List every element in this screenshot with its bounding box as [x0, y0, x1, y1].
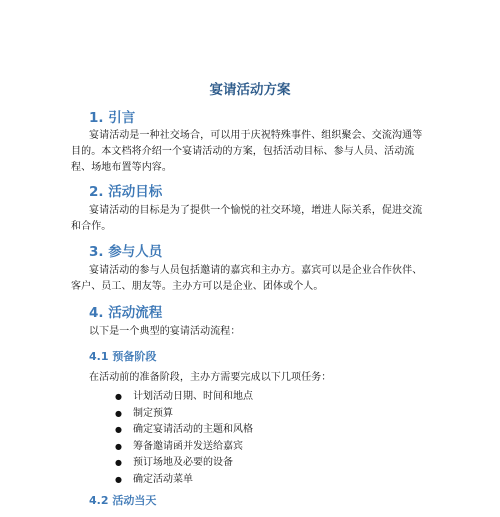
bullet-icon: ● — [115, 458, 122, 467]
section-body-intro: 宴请活动是一种社交场合，可以用于庆祝特殊事件、组织聚会、交流沟通等目的。本文档将介绍一个宴请活动的方案，包括活动目标、参与人员、活动流程、场地布置等内容。 — [71, 130, 423, 173]
bullet-icon: ● — [115, 408, 122, 418]
bullet-icon: ● — [115, 441, 122, 451]
section-heading-participants: 3. 参与人员 — [89, 244, 163, 260]
bullet-icon: ● — [115, 474, 122, 484]
section-heading-intro: 1. 引言 — [89, 110, 136, 126]
list-item: ● 制定预算 — [89, 406, 253, 423]
section-heading-process: 4. 活动流程 — [89, 305, 163, 321]
list-item: ● 确定活动菜单 — [89, 472, 253, 489]
section-body-goal: 宴请活动的目标是为了提供一个愉悦的社交环境，增进人际关系，促进交流和合作。 — [71, 205, 423, 232]
bullet-icon: ● — [115, 392, 122, 401]
list-item: ● 筹备邀请函并发送给嘉宾 — [89, 439, 253, 456]
subsection-heading-prep: 4.1 预备阶段 — [89, 350, 157, 363]
list-item: ● 计划活动日期、时间和地点 — [89, 389, 253, 406]
section-body-process: 以下是一个典型的宴请活动流程： — [89, 326, 241, 337]
subsection-heading-day: 4.2 活动当天 — [89, 494, 157, 507]
bullet-icon: ● — [115, 425, 122, 434]
subsection-body-prep: 在活动前的准备阶段，主办方需要完成以下几项任务： — [89, 372, 332, 383]
section-body-participants: 宴请活动的参与人员包括邀请的嘉宾和主办方。嘉宾可以是企业合作伙伴、客户、员工、朋友等。主办方可以是企业、团体或个人。 — [71, 265, 423, 292]
prep-task-list — [89, 389, 253, 488]
list-item: ● 确定宴请活动的主题和风格 — [89, 422, 253, 439]
list-item: ● 预订场地及必要的设备 — [89, 455, 253, 472]
document-title: 宴请活动方案 — [209, 82, 291, 98]
section-heading-goal: 2. 活动目标 — [89, 184, 163, 200]
